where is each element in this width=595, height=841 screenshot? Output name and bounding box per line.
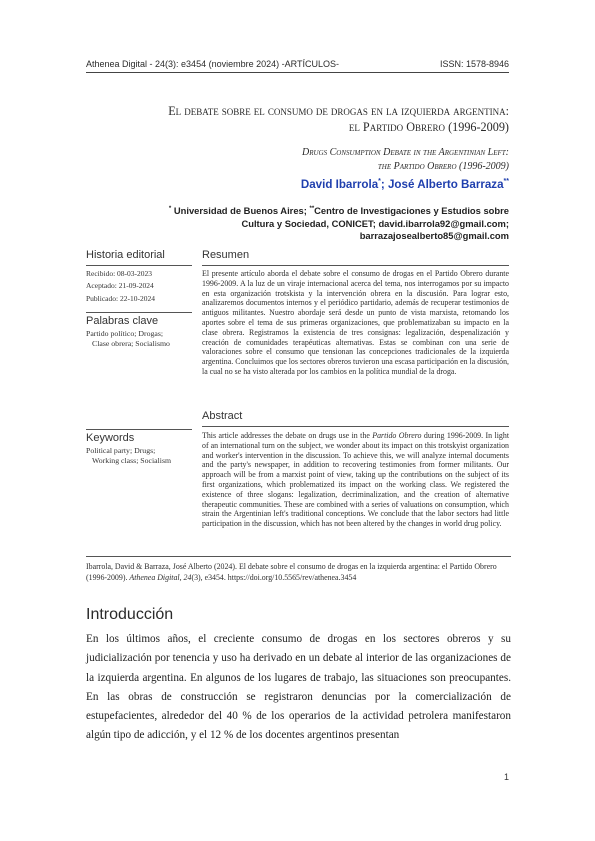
- running-head: [86, 59, 509, 69]
- abstract-rule: [202, 426, 509, 427]
- citation: Ibarrola, David & Barraza, José Alberto (2024). El debate sobre el consumo de drogas en la izquierda argentina: el Partido Obrero (1996-2009). Athenea Digital, 24(3), e3454. https://doi.org/10.5565/rev/athenea.3454: [86, 562, 497, 582]
- title-en-line2: the Partido Obrero (1996-2009): [377, 161, 509, 172]
- resumen-heading: Resumen: [202, 249, 250, 261]
- history-dates: [86, 268, 155, 305]
- affil-line3: barrazajosealberto85@gmail.com: [359, 230, 509, 242]
- keywords-es: [86, 329, 170, 349]
- keywords-en: [86, 446, 171, 466]
- title-es-line2: el Partido Obrero (1996-2009): [348, 120, 509, 134]
- affiliation: [149, 203, 509, 243]
- keywords-en-heading: Keywords: [86, 432, 135, 444]
- intro-heading: Introducción: [86, 606, 174, 623]
- keywords-es-line1: Partido político; Drogas;: [86, 329, 164, 338]
- affil-mark-1: *: [168, 206, 172, 212]
- header-rule: [86, 72, 509, 73]
- party-name-italic: Partido Obrero: [372, 431, 422, 440]
- history-rule: [86, 265, 192, 266]
- published-date: Publicado: 22-10-2024: [86, 293, 155, 303]
- resumen-body: El presente artículo aborda el debate sobre el consumo de drogas en el Partido Obrero durante 1996-2009. A la luz de un viraje internacional acerca del tema, nos interrogamos por su impacto en esta organización trotskista y la intervención obrera en la discusión. Para lograr esto, analizaremos documentos internos y el periódico partidario, además de recuperar testimonios de antiguos militantes. Nuestro abordaje será desde un punto de vista marxista, retomando los aportes sobre el tema de sus primeras organizaciones, que problematizaban su impacto en la clase obrera. Registramos la existencia de tres consignas: legalización, despenalización y creación de comunidades terapéuticas alternativas. Estas se combinan con una serie de valoraciones sobre el consumo que tensionan las concepciones tradicionales de la izquierda argentina. Concluimos que los sectores obreros tuvieron una escasa participación en la discusión, la cual no se ha visto alterada por los cambios en la política mundial de la droga.: [202, 269, 509, 376]
- affil-line2: Cultura y Sociedad, CONICET; david.ibarrola92@gmail.com;: [241, 217, 509, 229]
- author-1: David Ibarrola: [300, 178, 379, 191]
- article-title-en: [89, 146, 509, 174]
- affil-mark-2: **: [309, 206, 315, 212]
- affil-line1b: Centro de Investigaciones y Estudios sobre: [314, 205, 509, 217]
- page-number: 1: [503, 772, 509, 782]
- issn: ISSN: 1578-8946: [439, 59, 509, 69]
- journal-info: Athenea Digital - 24(3): e3454 (noviembre 2024) -ARTÍCULOS-: [86, 59, 339, 69]
- citation-journal: Athenea Digital, 24: [129, 572, 192, 582]
- authors: [301, 178, 509, 191]
- author-separator: ;: [380, 178, 388, 191]
- intro-body: En los últimos años, el creciente consumo de drogas en los sectores obreros y su judicialización por tenencia y uso ha derivado en un debate al interior de las organizaciones de la izquierda argentina. En algunos de los lugares de trabajo, las situaciones son preocupantes. En las obras de construcción se registraron denuncias por la comercialización de estupefacientes, alrededor del 40 % de los operarios de la actividad petrolera manifestaron algún tipo de adicción, y el 12 % de los docentes argentinos presentan: [86, 633, 511, 742]
- author-2: José Alberto Barraza: [387, 178, 504, 191]
- history-heading: Historia editorial: [86, 249, 165, 261]
- author-1-mark: *: [378, 178, 381, 186]
- keywords-en-line2: Working class; Socialism: [92, 456, 172, 465]
- keywords-es-heading: Palabras clave: [86, 315, 159, 327]
- keywords-es-rule: [86, 312, 192, 313]
- abstract-heading: Abstract: [202, 410, 243, 422]
- abstract-body: This article addresses the debate on drugs use in the Partido Obrero during 1996-2009. In light of an international turn on the subject, we wonder about its impact on this trotskyist organization and worker's intervention in the discussion. To achieve this, we will analyze internal documents and the party's newspaper, in addition to recovering testimonies from former militants. Our approach will be from a marxist point of view, taking up the contributions on the subject of its first organizations, which problematized its impact on the working class. We registered the existence of three slogans: legalization, decriminalization, and the creation of alternative therapeutic communities. These are combined with a series of valuations on consumption, which strain the Argentinian left's traditional conceptions. We conclude that the labor sectors had little participation in the discussion, which has not been altered by the changes in world drug policy.: [202, 431, 510, 529]
- citation-rule: [86, 556, 511, 557]
- keywords-en-rule: [86, 429, 192, 430]
- resumen-rule: [202, 265, 509, 266]
- title-en-line1: Drugs Consumption Debate in the Argentinian Left:: [301, 147, 509, 158]
- accepted-date: Aceptado: 21-09-2024: [86, 281, 154, 291]
- article-title-es: [69, 103, 509, 135]
- author-2-mark: **: [503, 178, 509, 186]
- keywords-es-line2: Clase obrera; Socialismo: [92, 339, 170, 348]
- keywords-en-line1: Political party; Drugs;: [86, 446, 156, 455]
- title-es-line1: El debate sobre el consumo de drogas en la izquierda argentina:: [168, 104, 509, 118]
- received-date: Recibido: 08-03-2023: [86, 269, 153, 278]
- affil-line1: Universidad de Buenos Aires;: [171, 205, 310, 217]
